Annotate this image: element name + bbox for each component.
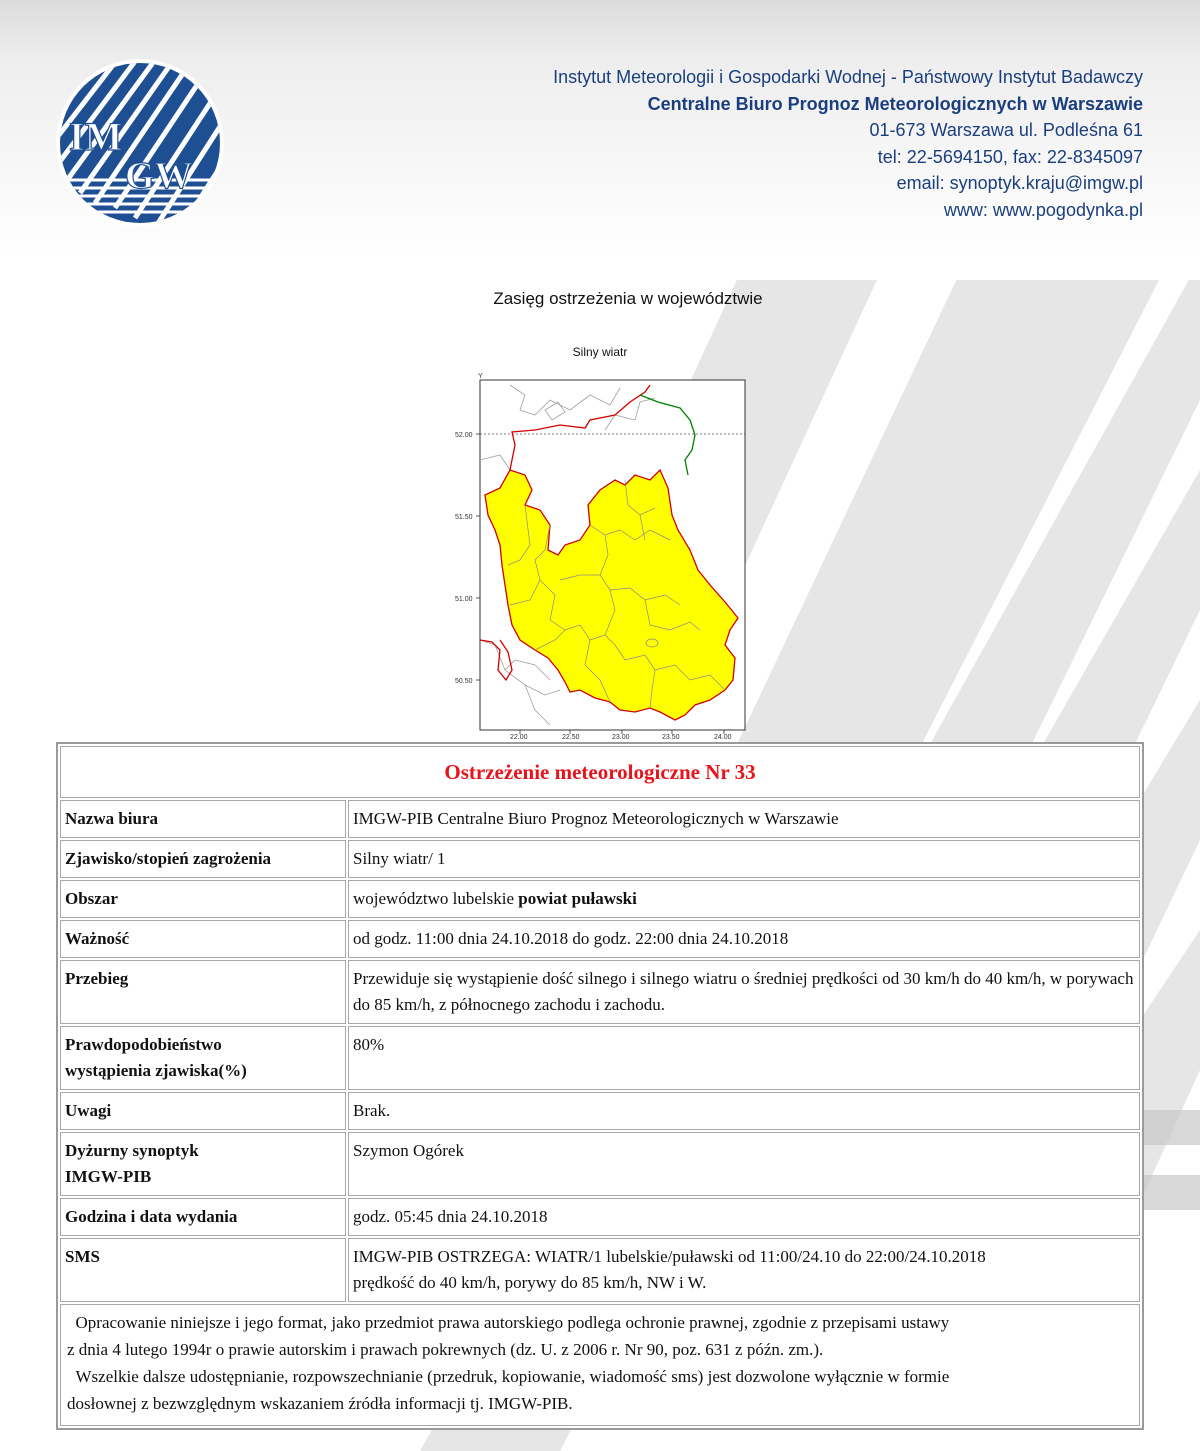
row-label: [60, 1132, 346, 1196]
notice-line: Opracowanie niniejsze i jego format, jako przedmiot prawa autorskiego podlega ochronie prawnej, zgodnie z przepisami ustawy: [75, 1313, 950, 1332]
y-tick-label: 51.00: [455, 596, 473, 603]
warning-map: [440, 340, 760, 745]
table-row: [60, 1132, 1140, 1196]
header-contact: [553, 64, 1143, 223]
row-value: [348, 1238, 1140, 1302]
x-tick-label: 23.00: [612, 734, 630, 741]
table-row: [60, 1026, 1140, 1090]
row-label-line: wystąpienia zjawiska(%): [65, 1061, 247, 1080]
row-label: Przebieg: [60, 960, 346, 1024]
x-tick-label: 22.00: [510, 734, 528, 741]
logo-text-bottom: GW: [125, 155, 193, 197]
y-tick-label: 51.50: [455, 514, 473, 521]
row-value: od godz. 11:00 dnia 24.10.2018 do godz. 22:00 dnia 24.10.2018: [348, 920, 1140, 958]
table-row: [60, 960, 1140, 1024]
table-row: [60, 1238, 1140, 1302]
row-label: Zjawisko/stopień zagrożenia: [60, 840, 346, 878]
row-value: Szymon Ogórek: [348, 1132, 1140, 1196]
warning-title: Ostrzeżenie meteorologiczne Nr 33: [60, 746, 1140, 798]
sms-line: IMGW-PIB OSTRZEGA: WIATR/1 lubelskie/puławski od 11:00/24.10 do 22:00/24.10.2018: [353, 1247, 986, 1266]
notice-line: dosłownej z bezwzględnym wskazaniem źródła informacji tj. IMGW-PIB.: [67, 1394, 573, 1413]
district-name: powiat puławski: [518, 889, 637, 908]
notice-line: Wszelkie dalsze udostępnianie, rozpowszechnianie (przedruk, kopiowanie, wiadomość sms) jest dozwolone wyłącznie w formie: [75, 1367, 950, 1386]
row-label: SMS: [60, 1238, 346, 1302]
row-label-line: IMGW-PIB: [65, 1167, 152, 1186]
table-row: [60, 840, 1140, 878]
row-label: Godzina i data wydania: [60, 1198, 346, 1236]
table-row: [60, 800, 1140, 838]
y-tick-label: 52.00: [455, 432, 473, 439]
x-tick-label: 22.50: [562, 734, 580, 741]
y-axis-letter: Y: [478, 373, 483, 380]
institute-name: Instytut Meteorologii i Gospodarki Wodnej - Państwowy Instytut Badawczy: [553, 67, 1143, 87]
phone-fax: tel: 22-5694150, fax: 22-8345097: [877, 146, 1143, 167]
row-value: 80%: [348, 1026, 1140, 1090]
email-link[interactable]: email: synoptyk.kraju@imgw.pl: [896, 173, 1143, 193]
region-name: województwo lubelskie: [353, 889, 514, 908]
notice-line: z dnia 4 lutego 1994r o prawie autorskim i prawach pokrewnych (dz. U. z 2006 r. Nr 90, poz. 631 z późn. zm.).: [67, 1340, 824, 1359]
imgw-logo: [55, 58, 225, 228]
table-row: [60, 1092, 1140, 1130]
map-title: Silny wiatr: [572, 345, 628, 359]
row-label: Uwagi: [60, 1092, 346, 1130]
row-label: [60, 1026, 346, 1090]
logo-text-top: IM: [69, 114, 123, 159]
sms-line: prędkość do 40 km/h, porywy do 85 km/h, NW i W.: [353, 1273, 707, 1292]
row-value: godz. 05:45 dnia 24.10.2018: [348, 1198, 1140, 1236]
x-tick-label: 24.00: [714, 734, 732, 741]
table-row: [60, 1198, 1140, 1236]
section-title: Zasięg ostrzeżenia w województwie: [493, 289, 763, 308]
row-value: Silny wiatr/ 1: [348, 840, 1140, 878]
y-tick-label: 50.50: [455, 678, 473, 685]
warning-table: [56, 742, 1144, 1430]
table-row: [60, 920, 1140, 958]
table-row: [60, 880, 1140, 918]
row-value: Brak.: [348, 1092, 1140, 1130]
row-label: Ważność: [60, 920, 346, 958]
row-value: Przewiduje się wystąpienie dość silnego i silnego wiatru o średniej prędkości od 30 km/h do 40 km/h, w porywach do 85 km/h, z północnego zachodu i zachodu.: [348, 960, 1140, 1024]
row-label: Nazwa biura: [60, 800, 346, 838]
row-value: IMGW-PIB Centralne Biuro Prognoz Meteorologicznych w Warszawie: [348, 800, 1140, 838]
row-label-line: Dyżurny synoptyk: [65, 1141, 199, 1160]
row-label-line: Prawdopodobieństwo: [65, 1035, 222, 1054]
row-label: Obszar: [60, 880, 346, 918]
address: 01-673 Warszawa ul. Podleśna 61: [869, 120, 1143, 140]
x-tick-label: 23.50: [662, 734, 680, 741]
row-value: [348, 880, 1140, 918]
copyright-notice: [60, 1304, 1140, 1426]
www-link[interactable]: www: www.pogodynka.pl: [943, 199, 1143, 220]
office-name: Centralne Biuro Prognoz Meteorologicznych w Warszawie: [647, 93, 1143, 114]
